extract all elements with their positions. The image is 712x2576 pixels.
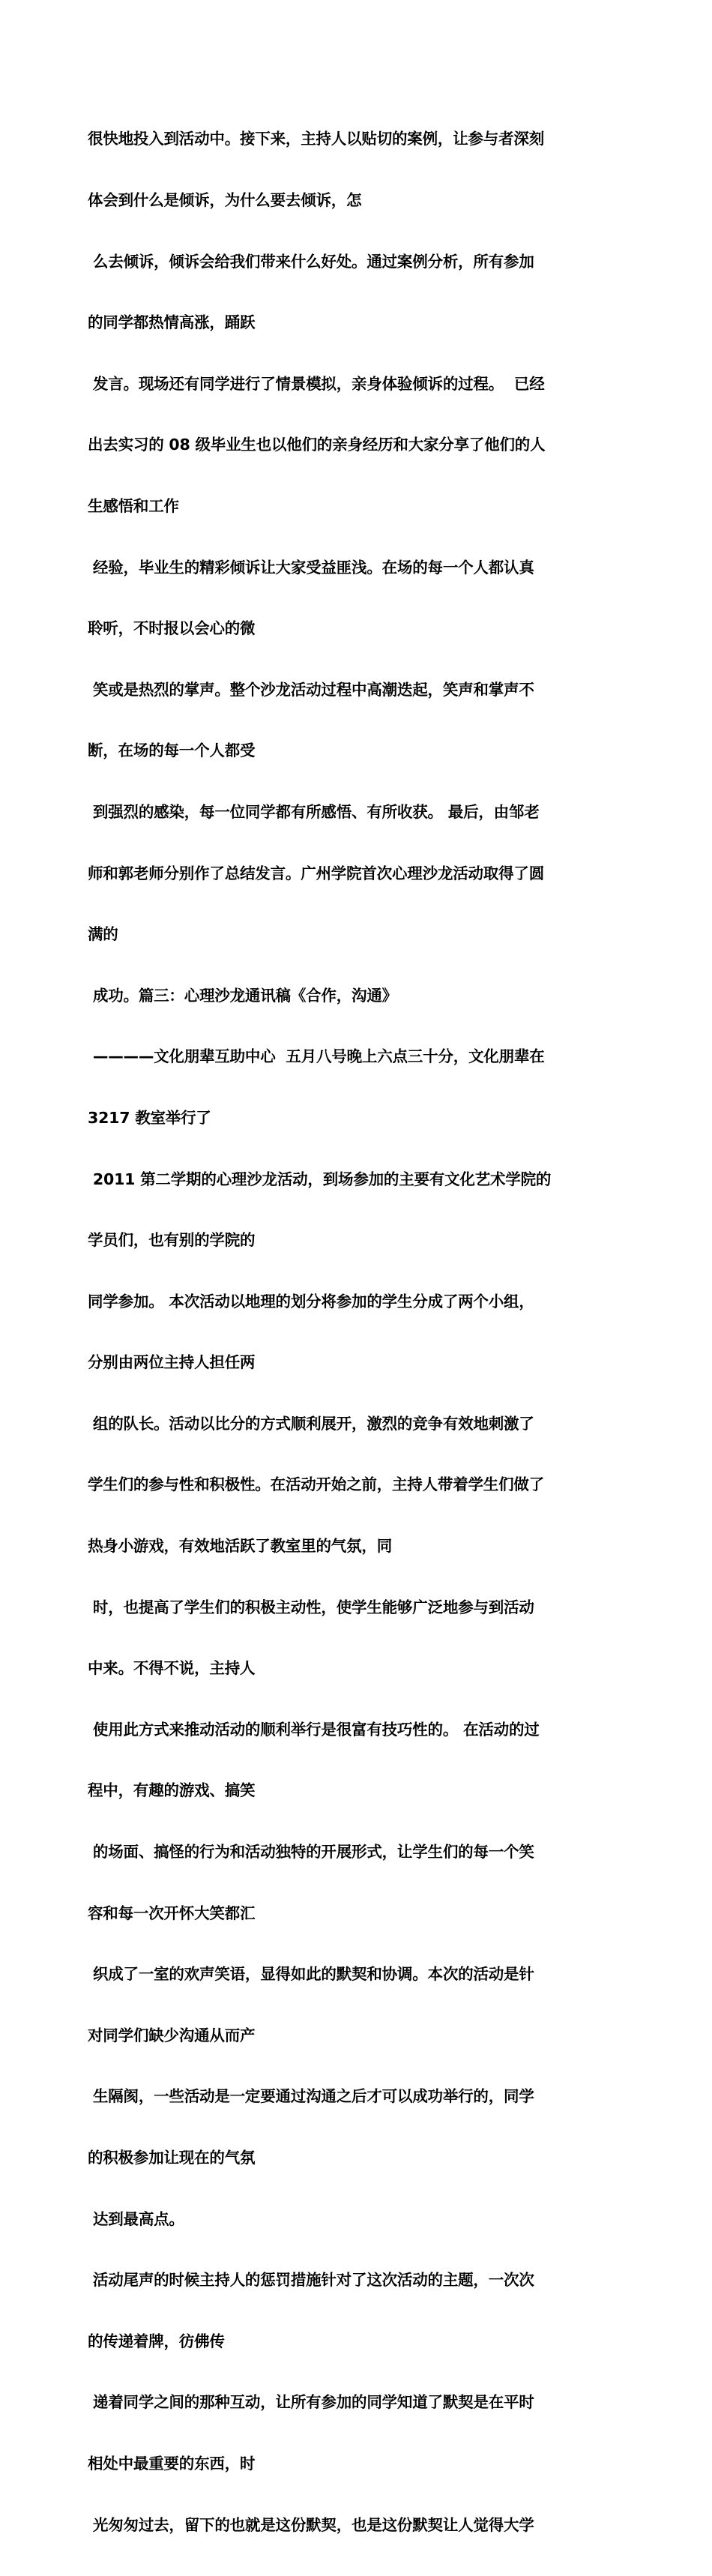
- text-line: 对同学们缺少沟通从而产: [88, 2026, 256, 2044]
- text-line: 成功。篇三：心理沙龙通讯稿《合作，沟通》: [88, 986, 397, 1005]
- text-line: 使用此方式来推动活动的顺利举行是很富有技巧性的。 在活动的过: [88, 1720, 540, 1739]
- text-line: 聆听，不时报以会心的微: [88, 619, 256, 638]
- text-line: 时，也提高了学生们的积极主动性，使学生能够广泛地参与到活动: [88, 1598, 534, 1616]
- text-line: 的同学都热情高涨，踊跃: [88, 313, 256, 332]
- text-line: ————文化朋辈互助中心 五月八号晚上六点三十分，文化朋辈在: [88, 1047, 545, 1066]
- text-line: 经验，毕业生的精彩倾诉让大家受益匪浅。在场的每一个人都认真: [88, 558, 534, 577]
- text-line: 织成了一室的欢声笑语，显得如此的默契和协调。本次的活动是针: [88, 1965, 534, 1984]
- text-line: 师和郭老师分别作了总结发言。广州学院首次心理沙龙活动取得了圆: [88, 864, 544, 882]
- text-line: 容和每一次开怀大笑都汇: [88, 1904, 256, 1922]
- text-line: 体会到什么是倾诉，为什么要去倾诉，怎: [88, 191, 362, 209]
- text-line: 3217 教室举行了: [88, 1108, 211, 1127]
- text-line: 中来。不得不说，主持人: [88, 1659, 256, 1678]
- text-line: 到强烈的感染，每一位同学都有所感悟、有所收获。 最后，由邹老: [88, 802, 540, 821]
- text-line: 学员们，也有别的学院的: [88, 1231, 256, 1250]
- text-line: 学生们的参与性和积极性。在活动开始之前，主持人带着学生们做了: [88, 1475, 544, 1494]
- text-line: 热身小游戏，有效地活跃了教室里的气氛，同: [88, 1537, 392, 1556]
- text-line: 2011 第二学期的心理沙龙活动，到场参加的主要有文化艺术学院的: [88, 1170, 552, 1188]
- text-line: 很快地投入到活动中。接下来，主持人以贴切的案例，让参与者深刻: [88, 130, 544, 148]
- text-line: 递着同学之间的那种互动，让所有参加的同学知道了默契是在平时: [88, 2393, 534, 2412]
- text-line: 同学参加。 本次活动以地理的划分将参加的学生分成了两个小组，: [88, 1292, 534, 1310]
- body-text: [88, 88, 635, 2576]
- text-line: 分别由两位主持人担任两: [88, 1353, 256, 1372]
- text-line: 满的: [88, 925, 118, 944]
- text-line: 生隔阂，一些活动是一定要通过沟通之后才可以成功举行的，同学: [88, 2087, 534, 2106]
- text-line: 达到最高点。: [88, 2209, 184, 2228]
- text-line: 发言。现场还有同学进行了情景模拟，亲身体验倾诉的过程。 已经: [88, 374, 545, 393]
- text-line: 的场面、搞怪的行为和活动独特的开展形式，让学生们的每一个笑: [88, 1843, 534, 1862]
- text-line: 程中，有趣的游戏、搞笑: [88, 1781, 256, 1800]
- text-line: 相处中最重要的东西，时: [88, 2454, 256, 2473]
- text-line: 断，在场的每一个人都受: [88, 741, 256, 760]
- text-line: 的传递着牌，彷佛传: [88, 2332, 225, 2350]
- text-line: 笑或是热烈的掌声。整个沙龙活动过程中高潮迭起，笑声和掌声不: [88, 680, 534, 699]
- text-line: 生感悟和工作: [88, 496, 179, 515]
- text-line: 光匆匆过去，留下的也就是这份默契，也是这份默契让人觉得大学: [88, 2515, 534, 2534]
- text-line: 的积极参加让现在的气氛: [88, 2149, 256, 2167]
- text-line: 活动尾声的时候主持人的惩罚措施针对了这次活动的主题，一次次: [88, 2271, 534, 2290]
- text-line: 组的队长。活动以比分的方式顺利展开，激烈的竞争有效地刺激了: [88, 1414, 534, 1433]
- text-line: 出去实习的 08 级毕业生也以他们的亲身经历和大家分享了他们的人: [88, 436, 546, 454]
- text-line: 么去倾诉，倾诉会给我们带来什么好处。通过案例分析，所有参加: [88, 252, 534, 271]
